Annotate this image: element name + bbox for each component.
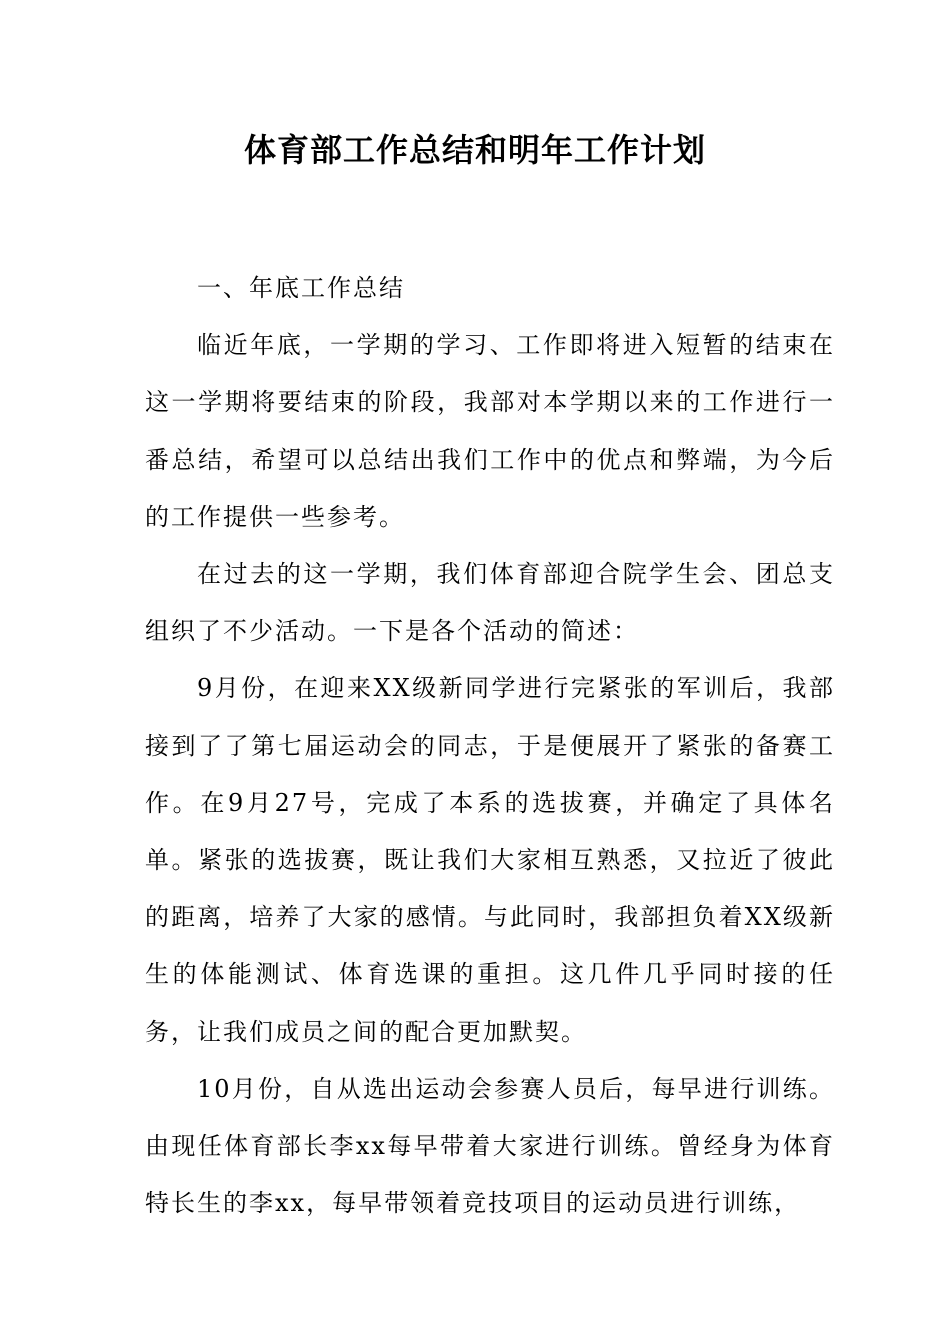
section-heading: 一、年底工作总结 xyxy=(197,274,405,302)
paragraph-intro: 临近年底，一学期的学习、工作即将进入短暂的结束在这一学期将要结束的阶段，我部对本学期以来的工作进行一番总结，希望可以总结出我们工作中的优点和弊端，为今后的工作提供一些参考。 xyxy=(145,331,835,531)
document-title: 体育部工作总结和明年工作计划 xyxy=(243,131,706,169)
paragraph-october: 10月份，自从选出运动会参赛人员后，每早进行训练。由现任体育部长李xx每早带着大家进行训练。曾经身为体育特长生的李xx，每早带领着竞技项目的运动员进行训练， xyxy=(145,1074,835,1218)
document-body xyxy=(145,260,835,1232)
paragraph-activities: 在过去的这一学期，我们体育部迎合院学生会、团总支组织了不少活动。一下是各个活动的简述： xyxy=(145,560,835,646)
paragraph-september: 9月份，在迎来XX级新同学进行完紧张的军训后，我部接到了了第七届运动会的同志，于是便展开了紧张的备赛工作。在9月27号，完成了本系的选拔赛，并确定了具体名单。紧张的选拔赛，既让我们大家相互熟悉，又拉近了彼此的距离，培养了大家的感情。与此同时，我部担负着XX级新生的体能测试、体育选课的重担。这几件几乎同时接的任务，让我们成员之间的配合更加默契。 xyxy=(145,674,835,1046)
